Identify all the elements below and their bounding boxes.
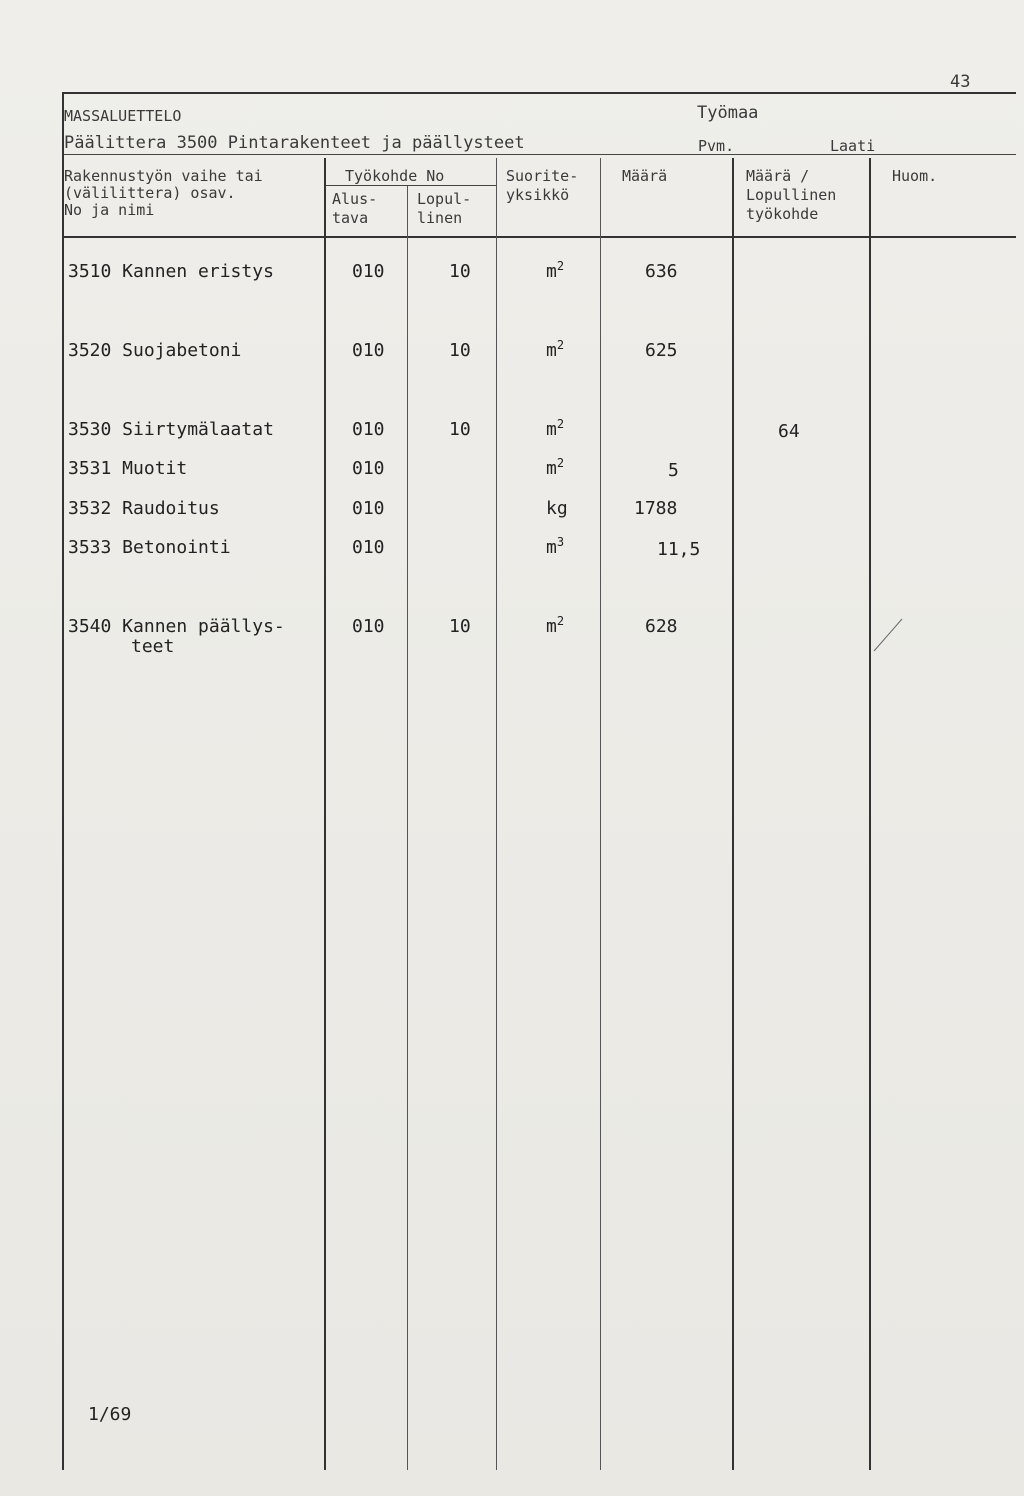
row-qty: 628 [645, 616, 678, 637]
col-divider-6 [869, 158, 871, 1470]
col-divider-3 [496, 158, 497, 1470]
row-unit: $m^2$ [546, 338, 565, 361]
row-initial: 010 [352, 537, 385, 558]
col-unit-l1: Suorite- [506, 167, 579, 185]
form-code: 1/69 [88, 1404, 132, 1425]
col-final-l1: Lopul- [417, 190, 472, 208]
col-divider-1 [324, 158, 326, 1470]
col-phase-line3: No ja nimi [64, 201, 155, 219]
row-initial: 010 [352, 616, 385, 637]
col-unit-l2: yksikkö [506, 186, 570, 204]
row-final: 10 [449, 261, 471, 282]
left-border [62, 92, 64, 1470]
author-label: Laati [830, 137, 876, 155]
col-phase-line1: Rakennustyön vaihe tai [64, 167, 263, 185]
row-qty: 636 [645, 261, 678, 282]
row-name: 3530 Siirtymälaatat [68, 419, 274, 440]
row-qty: 625 [645, 340, 678, 361]
row-unit: $m^2$ [546, 614, 565, 637]
col-qty-final-l2: Lopullinen [746, 186, 837, 204]
row-name: 3520 Suojabetoni [68, 340, 242, 361]
col-workitem: Työkohde No [345, 167, 445, 185]
col-remarks: Huom. [892, 167, 938, 185]
row-name: 3533 Betonointi [68, 537, 231, 558]
col-divider-4 [600, 158, 601, 1470]
top-rule [62, 92, 1016, 94]
row-qty-final: 64 [778, 421, 800, 442]
col-qty: Määrä [622, 167, 668, 185]
row-name: 3532 Raudoitus [68, 498, 220, 519]
row-unit: $m^3$ [546, 535, 565, 558]
col-phase-line2: (välilittera) osav. [64, 184, 236, 202]
page-number: 43 [950, 72, 971, 92]
row-qty: 11,5 [657, 539, 701, 560]
pen-mark [868, 615, 908, 655]
row-final: 10 [449, 340, 471, 361]
workitem-underline [325, 185, 497, 186]
row-initial: 010 [352, 340, 385, 361]
row-name: 3510 Kannen eristys [68, 261, 274, 282]
row-initial: 010 [352, 419, 385, 440]
row-initial: 010 [352, 498, 385, 519]
row-unit: $m^2$ [546, 259, 565, 282]
col-qty-final-l1: Määrä / [746, 167, 810, 185]
date-label: Pvm. [698, 137, 735, 155]
row-unit: $m^2$ [546, 456, 565, 479]
row-qty: 1788 [634, 498, 678, 519]
col-initial-l1: Alus- [332, 190, 378, 208]
col-divider-5 [732, 158, 734, 1470]
row-name: 3540 Kannen päällys- [68, 616, 285, 637]
col-final-l2: linen [417, 209, 463, 227]
form-title: MASSALUETTELO [64, 107, 182, 125]
row-final: 10 [449, 419, 471, 440]
row-qty: 5 [668, 460, 679, 481]
row-name: 3531 Muotit [68, 458, 188, 479]
col-initial-l2: tava [332, 209, 369, 227]
row-final: 10 [449, 616, 471, 637]
main-code-line: Päälittera 3500 Pintarakenteet ja päällysteet [64, 133, 525, 153]
row-name-continued: teet [131, 636, 175, 657]
site-label: Työmaa [697, 103, 759, 123]
row-initial: 010 [352, 261, 385, 282]
column-header-rule [62, 236, 1016, 238]
row-unit: kg [546, 498, 568, 519]
row-unit: $m^2$ [546, 417, 565, 440]
col-qty-final-l3: työkohde [746, 205, 819, 223]
col-divider-2 [407, 186, 408, 1470]
row-initial: 010 [352, 458, 385, 479]
